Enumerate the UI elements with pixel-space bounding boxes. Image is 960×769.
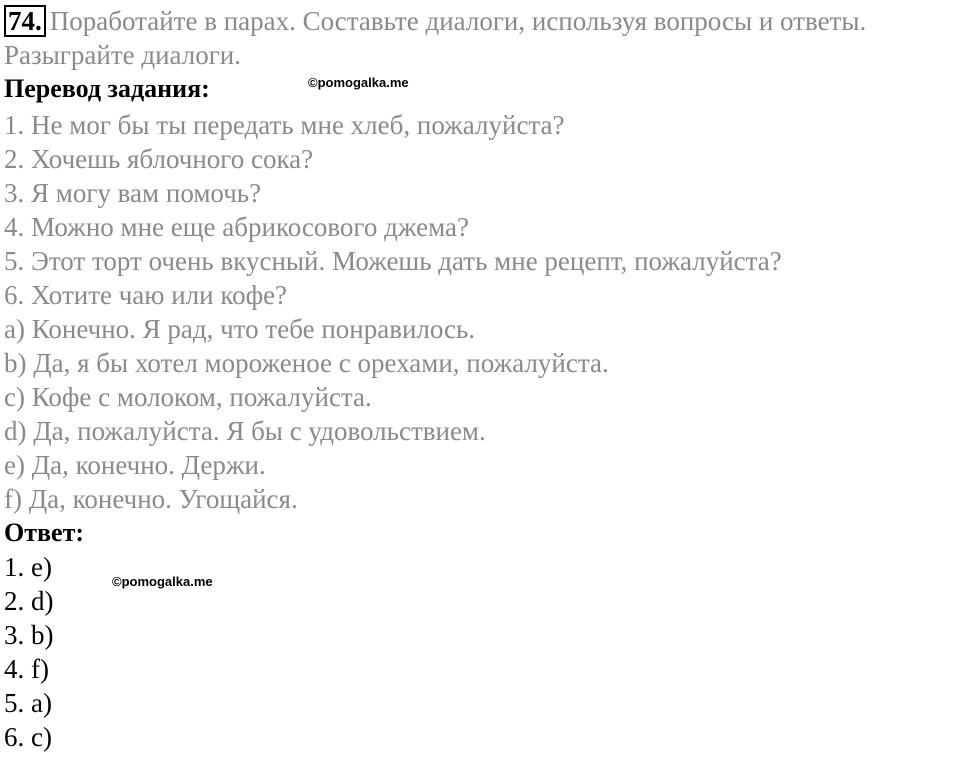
translation-line: 4. Можно мне еще абрикосового джема? xyxy=(4,212,469,242)
task-instruction-line-1 xyxy=(4,4,956,38)
translation-line: 1. Не мог бы ты передать мне хлеб, пожалуйста? xyxy=(4,110,565,140)
answer-line: 4. f) xyxy=(4,654,49,684)
answer-heading: Ответ: xyxy=(4,518,85,547)
translation-line: 3. Я могу вам помочь? xyxy=(4,178,262,208)
task-number-badge: 74. xyxy=(4,5,46,37)
watermark: ©pomogalka.me xyxy=(112,574,213,589)
translation-line: f) Да, конечно. Угощайся. xyxy=(4,484,298,514)
task-instruction-text: Поработайте в парах. Составьте диалоги, используя вопросы и ответы. xyxy=(49,6,867,36)
translation-line: c) Кофе с молоком, пожалуйста. xyxy=(4,382,372,412)
translation-line: 5. Этот торт очень вкусный. Можешь дать мне рецепт, пожалуйста? xyxy=(4,246,782,276)
answer-line: 6. c) xyxy=(4,722,52,752)
translation-line: a) Конечно. Я рад, что тебе понравилось. xyxy=(4,314,476,344)
translation-heading: Перевод задания: xyxy=(4,74,210,103)
answer-line: 5. a) xyxy=(4,688,52,718)
translation-line: 2. Хочешь яблочного сока? xyxy=(4,144,314,174)
watermark: ©pomogalka.me xyxy=(308,75,409,90)
translation-line: b) Да, я бы хотел мороженое с орехами, пожалуйста. xyxy=(4,348,609,378)
answer-line: 1. e) xyxy=(4,552,52,582)
answer-line: 3. b) xyxy=(4,620,54,650)
translation-line: 6. Хотите чаю или кофе? xyxy=(4,280,288,310)
task-instruction-line-2: Разыграйте диалоги. xyxy=(4,40,242,70)
answer-line: 2. d) xyxy=(4,586,54,616)
translation-line: d) Да, пожалуйста. Я бы с удовольствием. xyxy=(4,416,486,446)
document-page xyxy=(4,0,956,754)
translation-line: e) Да, конечно. Держи. xyxy=(4,450,266,480)
translation-list xyxy=(4,108,956,516)
